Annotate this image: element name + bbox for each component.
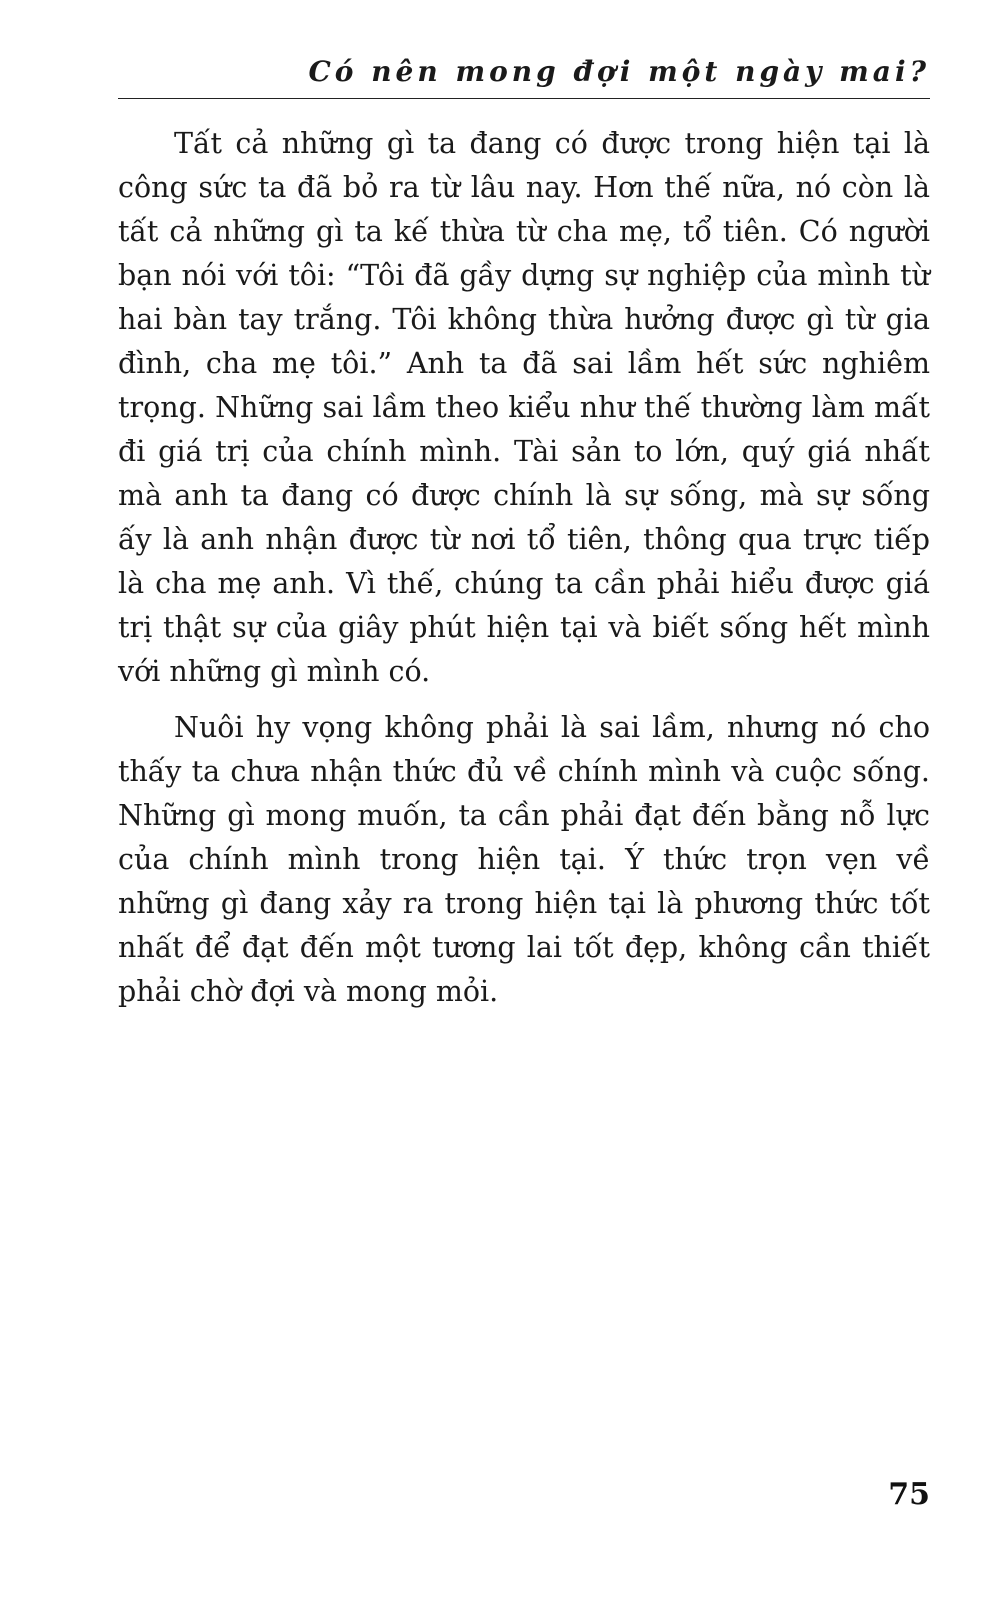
paragraph-1: Tất cả những gì ta đang có được trong hiện tại là công sức ta đã bỏ ra từ lâu nay. Hơn thế nữa, nó còn là tất cả những gì ta kế thừa từ cha mẹ, tổ tiên. Có người bạn nói với tôi: “Tôi đã gầy dựng sự nghiệp của mình từ hai bàn tay trắng. Tôi không thừa hưởng được gì từ gia đình, cha mẹ tôi.” Anh ta đã sai lầm hết sức nghiêm trọng. Những sai lầm theo kiểu như thế thường làm mất đi giá trị của chính mình. Tài sản to lớn, quý giá nhất mà anh ta đang có được chính là sự sống, mà sự sống ấy là anh nhận được từ nơi tổ tiên, thông qua trực tiếp là cha mẹ anh. Vì thế, chúng ta cần phải hiểu được giá trị thật sự của giây phút hiện tại và biết sống hết mình với những gì mình có. xyxy=(118,127,930,688)
body-text xyxy=(118,122,930,1026)
running-header xyxy=(118,46,930,99)
page-number: 75 xyxy=(888,1477,930,1512)
paragraph-2: Nuôi hy vọng không phải là sai lầm, nhưng nó cho thấy ta chưa nhận thức đủ về chính mình và cuộc sống. Những gì mong muốn, ta cần phải đạt đến bằng nỗ lực của chính mình trong hiện tại. Ý thức trọn vẹn về những gì đang xảy ra trong hiện tại là phương thức tốt nhất để đạt đến một tương lai tốt đẹp, không cần thiết phải chờ đợi và mong mỏi. xyxy=(118,711,930,1008)
chapter-title: Có nên mong đợi một ngày mai? xyxy=(308,55,930,88)
